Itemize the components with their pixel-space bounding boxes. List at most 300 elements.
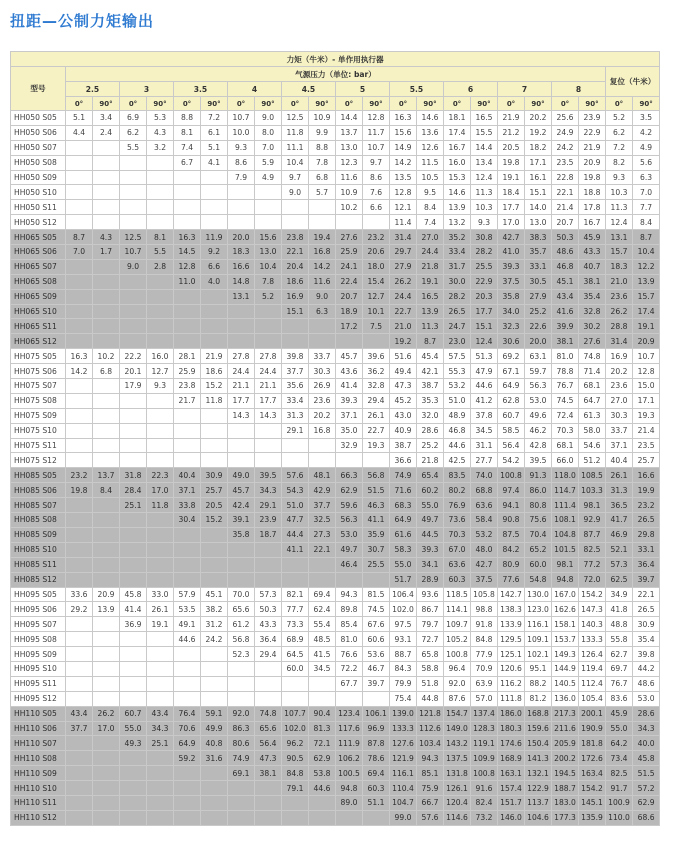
value-cell: 12.3 <box>336 155 363 170</box>
value-cell: 35.4 <box>579 289 606 304</box>
value-cell <box>201 215 228 230</box>
value-cell: 37.5 <box>471 572 498 587</box>
value-cell <box>201 557 228 572</box>
value-cell: 33.4 <box>444 245 471 260</box>
value-cell: 13.0 <box>255 245 282 260</box>
value-cell: 24.2 <box>201 632 228 647</box>
value-cell: 37.8 <box>471 408 498 423</box>
value-cell: 8.8 <box>309 140 336 155</box>
value-cell <box>93 542 120 557</box>
model-cell: HH095 S10 <box>11 661 66 676</box>
value-cell: 35.8 <box>498 289 525 304</box>
value-cell: 23.2 <box>363 230 390 245</box>
value-cell <box>147 661 174 676</box>
value-cell: 34.5 <box>471 423 498 438</box>
value-cell <box>228 676 255 691</box>
value-cell <box>174 304 201 319</box>
model-cell: HH110 S07 <box>11 736 66 751</box>
value-cell: 76.7 <box>552 379 579 394</box>
value-cell: 8.2 <box>606 155 633 170</box>
value-cell <box>174 795 201 810</box>
value-cell: 74.8 <box>255 706 282 721</box>
value-cell: 23.5 <box>633 438 660 453</box>
value-cell: 125.1 <box>498 647 525 662</box>
value-cell <box>282 334 309 349</box>
model-cell: HH095 S12 <box>11 691 66 706</box>
value-cell: 31.1 <box>471 438 498 453</box>
value-cell: 67.0 <box>444 542 471 557</box>
value-cell <box>93 617 120 632</box>
table-row <box>11 542 660 557</box>
value-cell: 147.3 <box>579 602 606 617</box>
value-cell: 168.8 <box>525 706 552 721</box>
value-cell: 18.4 <box>498 185 525 200</box>
value-cell: 136.0 <box>552 691 579 706</box>
value-cell <box>120 334 147 349</box>
value-cell: 51.3 <box>471 349 498 364</box>
value-cell: 3.4 <box>93 111 120 126</box>
model-cell: HH065 S12 <box>11 334 66 349</box>
value-cell <box>66 498 93 513</box>
value-cell <box>66 289 93 304</box>
value-cell <box>228 557 255 572</box>
value-cell <box>255 200 282 215</box>
value-cell: 5.6 <box>633 155 660 170</box>
value-cell: 20.9 <box>633 334 660 349</box>
value-cell <box>309 334 336 349</box>
value-cell: 76.7 <box>606 676 633 691</box>
value-cell: 12.1 <box>390 200 417 215</box>
value-cell: 7.2 <box>606 140 633 155</box>
value-cell: 63.6 <box>444 557 471 572</box>
value-cell: 87.7 <box>579 527 606 542</box>
value-cell <box>93 423 120 438</box>
value-cell <box>147 215 174 230</box>
value-cell <box>174 334 201 349</box>
value-cell: 168.9 <box>498 751 525 766</box>
value-cell: 22.6 <box>525 319 552 334</box>
value-cell: 6.9 <box>120 111 147 126</box>
value-cell: 96.2 <box>282 736 309 751</box>
value-cell: 98.1 <box>579 498 606 513</box>
value-cell: 10.3 <box>471 200 498 215</box>
value-cell: 59.7 <box>525 364 552 379</box>
value-cell: 46.9 <box>606 527 633 542</box>
value-cell: 42.1 <box>417 364 444 379</box>
value-cell: 30.5 <box>525 274 552 289</box>
value-cell <box>228 438 255 453</box>
value-cell: 90.5 <box>282 751 309 766</box>
value-cell: 59.1 <box>201 706 228 721</box>
value-cell <box>147 527 174 542</box>
value-cell: 18.2 <box>525 140 552 155</box>
value-cell: 11.4 <box>390 215 417 230</box>
value-cell: 69.7 <box>606 661 633 676</box>
value-cell: 6.8 <box>309 170 336 185</box>
value-cell: 70.0 <box>228 587 255 602</box>
value-cell: 13.1 <box>228 289 255 304</box>
value-cell: 119.4 <box>579 661 606 676</box>
value-cell: 14.4 <box>471 140 498 155</box>
angle-90-label: 90° <box>525 97 552 111</box>
value-cell: 6.3 <box>633 170 660 185</box>
value-cell: 72.1 <box>309 736 336 751</box>
value-cell: 104.7 <box>390 795 417 810</box>
table-row <box>11 602 660 617</box>
value-cell: 47.7 <box>282 513 309 528</box>
model-cell: HH095 S08 <box>11 632 66 647</box>
value-cell: 72.7 <box>417 632 444 647</box>
value-cell: 51.8 <box>417 676 444 691</box>
value-cell: 94.8 <box>552 572 579 587</box>
value-cell: 25.1 <box>147 736 174 751</box>
value-cell: 17.7 <box>498 200 525 215</box>
value-cell: 6.2 <box>120 125 147 140</box>
angle-90-label: 90° <box>255 97 282 111</box>
value-cell <box>93 766 120 781</box>
value-cell: 67.1 <box>498 364 525 379</box>
value-cell: 30.7 <box>363 542 390 557</box>
value-cell: 20.9 <box>579 155 606 170</box>
value-cell: 92.0 <box>444 676 471 691</box>
value-cell: 69.1 <box>228 766 255 781</box>
value-cell: 92.9 <box>579 513 606 528</box>
value-cell: 21.9 <box>201 349 228 364</box>
return-header: 复位（牛米） <box>606 67 660 97</box>
value-cell: 163.4 <box>579 766 606 781</box>
value-cell: 83.5 <box>444 468 471 483</box>
value-cell <box>174 557 201 572</box>
value-cell: 16.1 <box>525 170 552 185</box>
value-cell: 159.6 <box>525 721 552 736</box>
model-cell: HH050 S11 <box>11 200 66 215</box>
value-cell: 13.9 <box>93 602 120 617</box>
value-cell: 53.2 <box>471 527 498 542</box>
value-cell: 88.7 <box>390 647 417 662</box>
value-cell: 21.9 <box>579 140 606 155</box>
value-cell: 77.7 <box>282 602 309 617</box>
value-cell: 26.5 <box>633 513 660 528</box>
pressure-8: 7 <box>498 82 552 97</box>
value-cell <box>201 691 228 706</box>
value-cell <box>147 513 174 528</box>
value-cell: 80.9 <box>498 557 525 572</box>
value-cell: 65.6 <box>228 602 255 617</box>
value-cell <box>66 691 93 706</box>
value-cell: 91.3 <box>525 468 552 483</box>
value-cell: 14.5 <box>174 245 201 260</box>
model-cell: HH095 S07 <box>11 617 66 632</box>
angle-0-label: 0° <box>606 97 633 111</box>
value-cell <box>309 691 336 706</box>
value-cell: 137.4 <box>471 706 498 721</box>
value-cell: 162.6 <box>552 602 579 617</box>
value-cell: 9.7 <box>363 155 390 170</box>
value-cell: 32.8 <box>363 379 390 394</box>
value-cell: 49.6 <box>525 408 552 423</box>
value-cell: 8.7 <box>633 230 660 245</box>
value-cell <box>201 766 228 781</box>
value-cell: 2.8 <box>147 259 174 274</box>
table-row <box>11 766 660 781</box>
value-cell: 73.4 <box>606 751 633 766</box>
value-cell: 21.8 <box>417 259 444 274</box>
value-cell <box>66 155 93 170</box>
value-cell: 84.3 <box>390 661 417 676</box>
value-cell: 111.4 <box>552 498 579 513</box>
value-cell: 87.5 <box>498 527 525 542</box>
value-cell: 32.9 <box>336 438 363 453</box>
value-cell: 24.7 <box>444 319 471 334</box>
model-cell: HH085 S06 <box>11 483 66 498</box>
value-cell: 55.0 <box>120 721 147 736</box>
value-cell: 71.4 <box>579 364 606 379</box>
value-cell <box>147 572 174 587</box>
value-cell: 177.3 <box>552 810 579 825</box>
value-cell: 55.4 <box>309 617 336 632</box>
value-cell: 14.2 <box>309 259 336 274</box>
value-cell: 14.2 <box>390 155 417 170</box>
model-cell: HH075 S12 <box>11 453 66 468</box>
value-cell: 20.6 <box>363 245 390 260</box>
value-cell: 141.3 <box>525 751 552 766</box>
model-cell: HH095 S11 <box>11 676 66 691</box>
value-cell: 36.4 <box>633 557 660 572</box>
pressure-0: 2.5 <box>66 82 120 97</box>
value-cell <box>201 781 228 796</box>
angle-90-label: 90° <box>201 97 228 111</box>
value-cell: 45.9 <box>579 230 606 245</box>
value-cell: 200.1 <box>579 706 606 721</box>
value-cell: 122.9 <box>525 781 552 796</box>
value-cell: 20.5 <box>498 140 525 155</box>
value-cell: 18.6 <box>201 364 228 379</box>
value-cell <box>201 661 228 676</box>
value-cell: 45.1 <box>552 274 579 289</box>
value-cell <box>255 215 282 230</box>
value-cell: 181.8 <box>579 736 606 751</box>
value-cell: 11.8 <box>147 498 174 513</box>
value-cell <box>93 527 120 542</box>
value-cell: 51.2 <box>579 453 606 468</box>
value-cell: 75.9 <box>417 781 444 796</box>
value-cell <box>120 304 147 319</box>
value-cell <box>66 572 93 587</box>
value-cell: 28.8 <box>606 319 633 334</box>
value-cell: 49.9 <box>201 721 228 736</box>
table-row <box>11 587 660 602</box>
value-cell <box>174 527 201 542</box>
value-cell <box>120 632 147 647</box>
value-cell: 106.1 <box>363 706 390 721</box>
value-cell <box>93 319 120 334</box>
angle-0-label: 0° <box>552 97 579 111</box>
model-cell: HH095 S06 <box>11 602 66 617</box>
value-cell <box>147 170 174 185</box>
model-cell: HH065 S09 <box>11 289 66 304</box>
value-cell: 62.9 <box>309 751 336 766</box>
value-cell <box>120 751 147 766</box>
value-cell <box>255 661 282 676</box>
pressure-6: 5.5 <box>390 82 444 97</box>
value-cell <box>147 200 174 215</box>
value-cell <box>147 453 174 468</box>
value-cell <box>201 170 228 185</box>
value-cell: 9.5 <box>417 185 444 200</box>
value-cell: 68.3 <box>390 498 417 513</box>
value-cell: 59.2 <box>174 751 201 766</box>
value-cell: 56.4 <box>255 736 282 751</box>
value-cell: 100.5 <box>336 766 363 781</box>
value-cell <box>120 393 147 408</box>
value-cell <box>147 766 174 781</box>
value-cell: 93.1 <box>390 632 417 647</box>
value-cell <box>228 304 255 319</box>
value-cell: 19.8 <box>498 155 525 170</box>
value-cell: 30.9 <box>633 617 660 632</box>
value-cell: 75.4 <box>390 691 417 706</box>
value-cell <box>309 200 336 215</box>
value-cell: 13.2 <box>444 215 471 230</box>
value-cell: 35.8 <box>228 527 255 542</box>
value-cell: 163.1 <box>498 766 525 781</box>
value-cell <box>93 795 120 810</box>
value-cell: 217.3 <box>552 706 579 721</box>
value-cell: 19.1 <box>633 319 660 334</box>
value-cell <box>120 423 147 438</box>
value-cell: 56.8 <box>363 468 390 483</box>
value-cell: 55.8 <box>606 632 633 647</box>
value-cell: 29.4 <box>363 393 390 408</box>
value-cell: 41.8 <box>606 602 633 617</box>
value-cell: 45.7 <box>336 349 363 364</box>
value-cell: 17.2 <box>336 319 363 334</box>
table-row <box>11 721 660 736</box>
value-cell <box>147 274 174 289</box>
value-cell <box>255 676 282 691</box>
value-cell: 96.9 <box>363 721 390 736</box>
value-cell: 22.1 <box>282 245 309 260</box>
value-cell: 126.4 <box>579 647 606 662</box>
value-cell: 70.6 <box>174 721 201 736</box>
value-cell: 11.0 <box>174 274 201 289</box>
value-cell: 6.7 <box>174 155 201 170</box>
value-cell: 19.4 <box>309 230 336 245</box>
value-cell: 43.4 <box>552 289 579 304</box>
value-cell <box>255 185 282 200</box>
model-cell: HH075 S07 <box>11 379 66 394</box>
value-cell: 39.5 <box>255 468 282 483</box>
value-cell <box>174 200 201 215</box>
value-cell: 23.9 <box>255 513 282 528</box>
value-cell: 38.3 <box>525 230 552 245</box>
value-cell: 53.2 <box>444 379 471 394</box>
table-row <box>11 170 660 185</box>
value-cell: 5.3 <box>147 111 174 126</box>
table-row <box>11 155 660 170</box>
value-cell: 140.3 <box>579 617 606 632</box>
value-cell: 51.1 <box>363 795 390 810</box>
value-cell: 112.6 <box>417 721 444 736</box>
value-cell <box>282 453 309 468</box>
table-row <box>11 304 660 319</box>
value-cell <box>201 527 228 542</box>
value-cell: 39.1 <box>228 513 255 528</box>
value-cell: 22.3 <box>147 468 174 483</box>
value-cell: 32.5 <box>309 513 336 528</box>
value-cell: 19.1 <box>417 274 444 289</box>
value-cell: 51.5 <box>363 483 390 498</box>
value-cell: 25.6 <box>552 111 579 126</box>
value-cell: 200.2 <box>552 751 579 766</box>
value-cell: 16.0 <box>147 349 174 364</box>
value-cell: 37.7 <box>282 364 309 379</box>
value-cell: 33.6 <box>66 587 93 602</box>
value-cell <box>282 319 309 334</box>
value-cell: 188.7 <box>552 781 579 796</box>
value-cell <box>66 259 93 274</box>
value-cell <box>174 289 201 304</box>
value-cell <box>201 572 228 587</box>
value-cell: 11.6 <box>309 274 336 289</box>
value-cell: 21.1 <box>255 379 282 394</box>
value-cell: 64.9 <box>174 736 201 751</box>
value-cell <box>147 289 174 304</box>
value-cell: 41.0 <box>498 245 525 260</box>
value-cell: 46.8 <box>444 423 471 438</box>
value-cell <box>93 453 120 468</box>
value-cell: 105.2 <box>444 632 471 647</box>
value-cell: 60.0 <box>282 661 309 676</box>
value-cell: 20.2 <box>525 111 552 126</box>
value-cell: 23.8 <box>174 379 201 394</box>
value-cell: 66.0 <box>552 453 579 468</box>
value-cell: 21.1 <box>228 379 255 394</box>
value-cell: 106.4 <box>390 587 417 602</box>
value-cell: 99.0 <box>390 810 417 825</box>
value-cell: 23.6 <box>606 289 633 304</box>
model-cell: HH085 S08 <box>11 513 66 528</box>
value-cell: 38.1 <box>552 334 579 349</box>
value-cell: 51.0 <box>444 393 471 408</box>
value-cell: 4.3 <box>147 125 174 140</box>
value-cell: 43.3 <box>255 617 282 632</box>
value-cell: 39.6 <box>363 349 390 364</box>
pressure-5: 5 <box>336 82 390 97</box>
value-cell: 18.7 <box>255 527 282 542</box>
value-cell: 62.5 <box>606 572 633 587</box>
value-cell: 27.0 <box>606 393 633 408</box>
value-cell: 40.8 <box>201 736 228 751</box>
value-cell <box>93 736 120 751</box>
model-cell: HH065 S10 <box>11 304 66 319</box>
value-cell: 69.4 <box>363 766 390 781</box>
table-row <box>11 230 660 245</box>
value-cell: 23.2 <box>66 468 93 483</box>
value-cell: 21.0 <box>390 319 417 334</box>
value-cell: 25.9 <box>336 245 363 260</box>
value-cell: 105.8 <box>471 587 498 602</box>
torque-table <box>10 51 660 826</box>
value-cell <box>255 781 282 796</box>
value-cell: 21.8 <box>417 453 444 468</box>
value-cell <box>228 334 255 349</box>
value-cell: 68.9 <box>282 632 309 647</box>
value-cell: 28.2 <box>471 245 498 260</box>
value-cell <box>228 810 255 825</box>
value-cell: 40.4 <box>174 468 201 483</box>
value-cell <box>93 408 120 423</box>
